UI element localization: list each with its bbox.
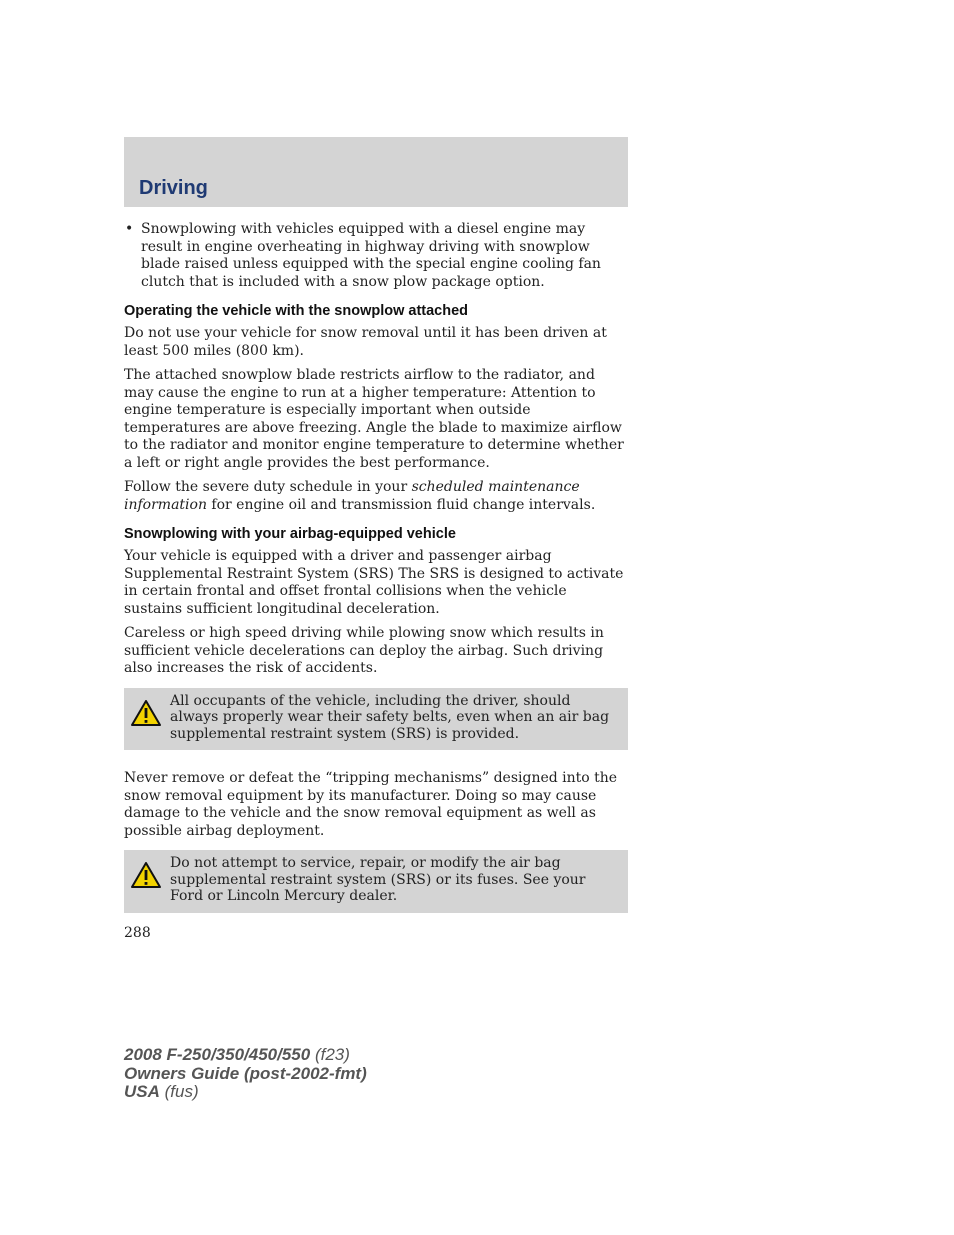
paragraph: Never remove or defeat the “tripping mechanisms” designed into the snow removal equipment by its manufacturer. Doing so may cause damage to the vehicle and the snow removal equipment as well as possible airbag deployment.: [124, 770, 618, 839]
warning-text: All occupants of the vehicle, including the driver, should always properly wear their safety belts, even when an air bag supplemental restraint system (SRS) is provided.: [170, 692, 610, 742]
footer-model: 2008 F-250/350/450/550: [124, 1045, 311, 1064]
footer-market-code: (fus): [159, 1082, 199, 1101]
bullet-icon: •: [125, 221, 134, 237]
footer-model-code: (f23): [310, 1045, 350, 1064]
warning-box: [124, 850, 628, 913]
document-footer: [124, 1046, 367, 1102]
paragraph-text: for engine oil and transmission fluid change intervals.: [206, 496, 596, 513]
bullet-item: [124, 221, 628, 291]
warning-box: [124, 688, 628, 751]
section-header: [124, 137, 628, 207]
warning-text: Do not attempt to service, repair, or modify the air bag supplemental restraint system (SRS) or its fuses. See your Ford or Lincoln Mercury dealer.: [170, 855, 586, 904]
bullet-text: Snowplowing with vehicles equipped with a diesel engine may result in engine overheating in highway driving with snowplow blade raised unless equipped with the special engine cooling fan clutch that is included with a snow plow package option.: [141, 221, 601, 290]
paragraph-text: Follow the severe duty schedule in your: [124, 479, 412, 495]
paragraph: Your vehicle is equipped with a driver and passenger airbag Supplemental Restraint System (SRS) The SRS is designed to activate in certain frontal and offset frontal collisions when the vehicle sustains sufficient longitudinal deceleration.: [124, 548, 624, 617]
section-heading-snowplow-attached: Operating the vehicle with the snowplow attached: [124, 303, 469, 319]
page-number: 288: [124, 925, 151, 941]
footer-line-2: [124, 1065, 367, 1084]
paragraph: Do not use your vehicle for snow removal until it has been driven at least 500 miles (800 km).: [124, 325, 607, 359]
paragraph: [124, 479, 628, 514]
footer-market: USA: [124, 1082, 160, 1101]
footer-line-3: [124, 1083, 367, 1102]
warning-triangle-icon: [130, 699, 162, 727]
footer-guide-name: Owners Guide (post-2002-fmt): [124, 1063, 367, 1083]
warning-triangle-icon: [130, 861, 162, 889]
footer-line-1: [124, 1046, 367, 1065]
paragraph: The attached snowplow blade restricts airflow to the radiator, and may cause the engine to run at a higher temperature: Attention to engine temperature is especially important when outside temperatures are above freezing. Angle the blade to maximize airflow to the radiator and monitor engine temperature to determine whether a left or right angle provides the best performance.: [124, 367, 624, 471]
reference-link-text: scheduled maintenance information: [124, 479, 580, 513]
section-heading-airbag: Snowplowing with your airbag-equipped vehicle: [124, 526, 456, 542]
paragraph: Careless or high speed driving while plowing snow which results in sufficient vehicle decelerations can deploy the airbag. Such driving also increases the risk of accidents.: [124, 625, 604, 676]
section-title: Driving: [139, 177, 208, 199]
page-content: [124, 221, 628, 933]
